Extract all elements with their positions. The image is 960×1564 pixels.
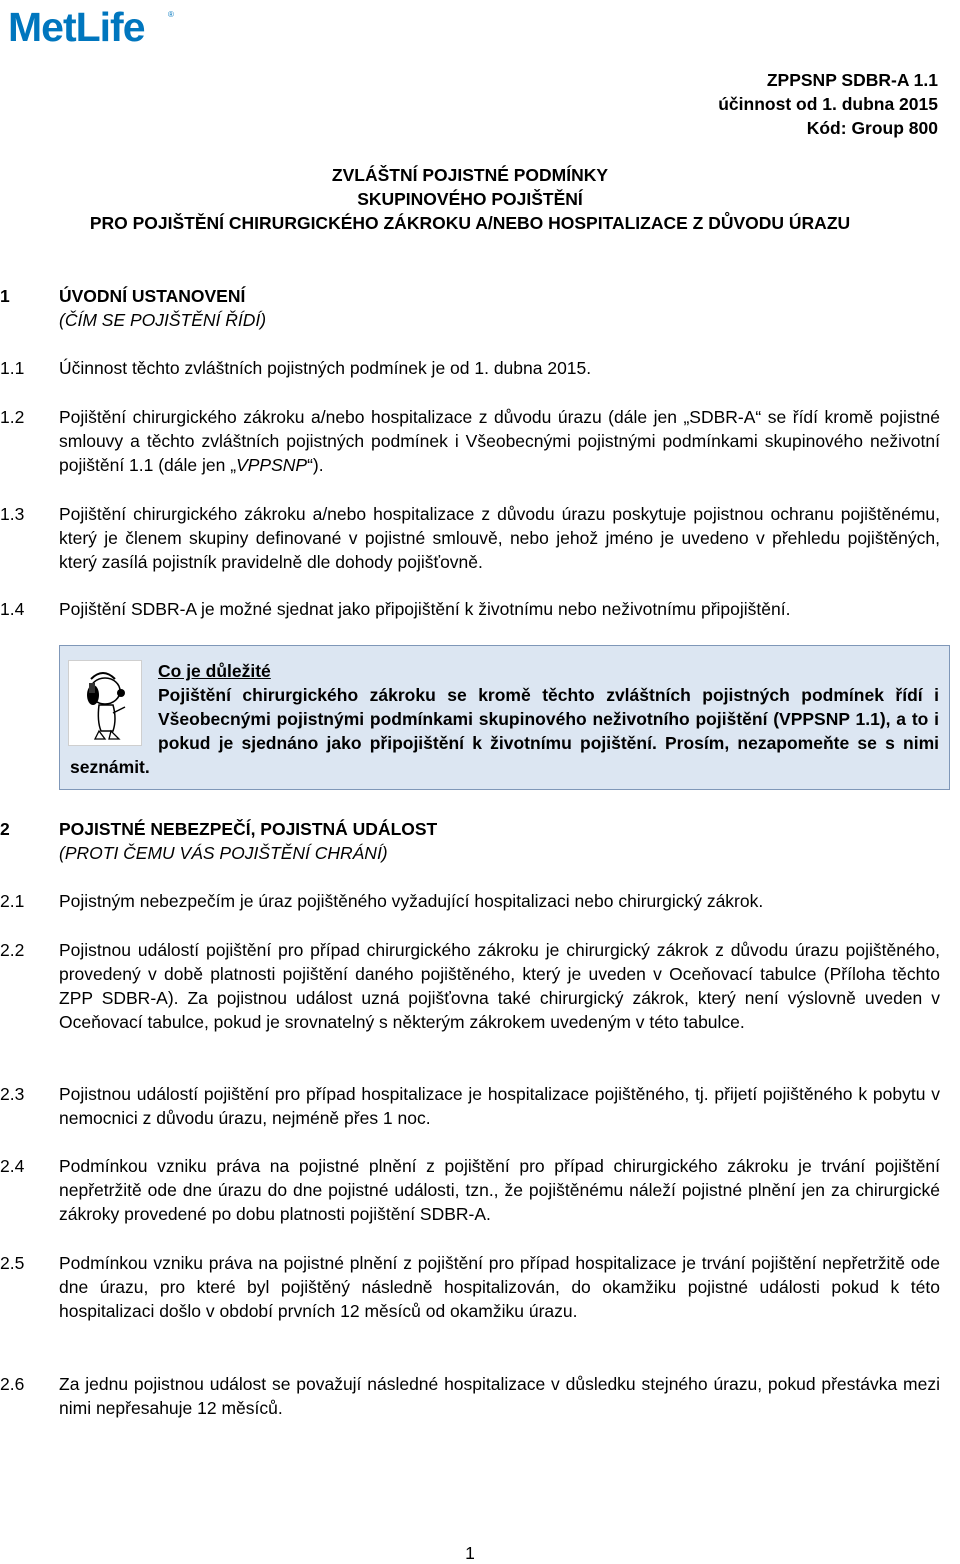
paragraph-1-2 <box>0 405 940 477</box>
paragraph-1-4 <box>0 597 940 621</box>
paragraph-text: Pojištění chirurgického zákroku a/nebo hospitalizace z důvodu úrazu (dále jen „SDBR-A“ se řídí kromě pojistné smlouvy a těchto zvláštních pojistných podmínek i Všeobecnými pojistnými podmínkami skupinového neživotní pojištění 1.1 (dále jen „VPPSNP“). <box>59 407 940 475</box>
paragraph-text: Podmínkou vzniku práva na pojistné plnění z pojištění pro případ chirurgického zákroku je trvání pojištění nepřetržitě ode dne úrazu do dne pojistné události, tzn., že pojištěnému náleží pojistné plnění jen za chirurgické zákroky provedené po dobu platnosti pojištění SDBR-A. <box>59 1156 940 1224</box>
paragraph-number: 2.6 <box>0 1374 25 1394</box>
paragraph-1-1 <box>0 356 940 380</box>
section-number: 2 <box>0 819 10 839</box>
paragraph-text: Pojistnou událostí pojištění pro případ chirurgického zákroku je chirurgický zákrok z důvodu úrazu pojištěného, provedený v době platnosti pojištění daného pojištěného, který je uveden v Oceňovací tabulce (Příloha těchto ZPP SDBR-A). Za pojistnou událost uzná pojišťovna také chirurgický zákrok, který není výslovně uveden v Oceňovací tabulce, pokud je srovnatelný s některým zákrokem uvedeným v této tabulce. <box>59 940 940 1032</box>
metlife-logo <box>8 4 178 48</box>
effective-date-line: účinnost od 1. dubna 2015 <box>718 94 938 114</box>
paragraph-number: 2.1 <box>0 891 25 911</box>
paragraph-text: Účinnost těchto zvláštních pojistných podmínek je od 1. dubna 2015. <box>59 358 592 378</box>
doc-code-line: ZPPSNP SDBR-A 1.1 <box>766 70 938 90</box>
paragraph-number: 1.4 <box>0 599 25 619</box>
section-number: 1 <box>0 286 10 306</box>
info-text <box>70 659 939 779</box>
paragraph-text: Pojistnou událostí pojištění pro případ hospitalizace je hospitalizace pojištěného, tj. přijetí pojištěného k pobytu v nemocnici z důvodu úrazu, nejméně přes 1 noc. <box>59 1084 940 1128</box>
title-line-1: ZVLÁŠTNÍ POJISTNÉ PODMÍNKY <box>331 165 609 185</box>
paragraph-number: 2.4 <box>0 1156 25 1176</box>
paragraph-2-2 <box>0 938 940 1034</box>
title-line-2: SKUPINOVÉHO POJIŠTĚNÍ <box>357 189 583 209</box>
title-line-3: PRO POJIŠTĚNÍ CHIRURGICKÉHO ZÁKROKU A/NEBO HOSPITALIZACE Z DŮVODU ÚRAZU <box>89 213 851 233</box>
paragraph-2-4 <box>0 1154 940 1226</box>
paragraph-text: Pojištění chirurgického zákroku a/nebo hospitalizace z důvodu úrazu poskytuje pojistnou ochranu pojištěnému, který je členem skupiny definované v pojistné smlouvě, nebo jehož jméno je uvedeno v přehledu pojištěných, který zasílá pojistník pravidelně dle dohody pojišťovně. <box>59 504 940 572</box>
info-body: Pojištění chirurgického zákroku se kromě těchto zvláštních pojistných podmínek řídí i Všeobecnými pojistnými podmínkami skupinového neživotního pojištění (VPPSNP 1.1), a to i pokud je sjednáno jako připojištění k životnímu pojištění. Prosím, nezapomeňte se s nimi seznámit. <box>70 685 939 777</box>
document-title <box>0 163 940 235</box>
paragraph-2-1 <box>0 889 940 913</box>
important-info-box <box>59 645 950 790</box>
paragraph-number: 1.1 <box>0 358 25 378</box>
group-code-line: Kód: Group 800 <box>806 118 938 138</box>
section-subtitle: (ČÍM SE POJIŠTĚNÍ ŘÍDÍ) <box>59 310 267 330</box>
paragraph-text: Za jednu pojistnou událost se považují následné hospitalizace v důsledku stejného úrazu, pokud přestávka mezi nimi nepřesahuje 12 měsíců. <box>59 1374 940 1418</box>
paragraph-2-5 <box>0 1251 940 1323</box>
section-subtitle: (PROTI ČEMU VÁS POJIŠTĚNÍ CHRÁNÍ) <box>59 843 388 863</box>
paragraph-text: Pojistným nebezpečím je úraz pojištěného vyžadující hospitalizaci nebo chirurgický zákrok. <box>59 891 764 911</box>
paragraph-number: 2.3 <box>0 1084 25 1104</box>
paragraph-number: 2.2 <box>0 940 25 960</box>
paragraph-1-3 <box>0 502 940 574</box>
document-code <box>718 68 938 140</box>
section-title: POJISTNÉ NEBEZPEČÍ, POJISTNÁ UDÁLOST <box>59 819 438 839</box>
info-title: Co je důležité <box>158 661 271 681</box>
paragraph-text: Pojištění SDBR-A je možné sjednat jako připojištění k životnímu nebo neživotnímu připojištění. <box>59 599 791 619</box>
svg-text:MetLife: MetLife <box>8 4 145 48</box>
paragraph-2-6 <box>0 1372 940 1420</box>
svg-text:®: ® <box>168 10 174 19</box>
vppsnp-abbr: VPPSNP <box>236 455 308 475</box>
paragraph-number: 1.3 <box>0 504 25 524</box>
paragraph-number: 2.5 <box>0 1253 25 1273</box>
paragraph-2-3 <box>0 1082 940 1130</box>
section-title: ÚVODNÍ USTANOVENÍ <box>59 286 246 306</box>
page-number: 1 <box>465 1543 475 1563</box>
paragraph-text: Podmínkou vzniku práva na pojistné plnění z pojištění pro případ hospitalizace je trvání pojištění nepřetržitě ode dne úrazu, pro které byl pojištěný následně hospitalizován, do okamžiku pojistné události pokud k této hospitalizaci došlo v období prvních 12 měsíců od okamžiku úrazu. <box>59 1253 940 1321</box>
paragraph-number: 1.2 <box>0 407 25 427</box>
